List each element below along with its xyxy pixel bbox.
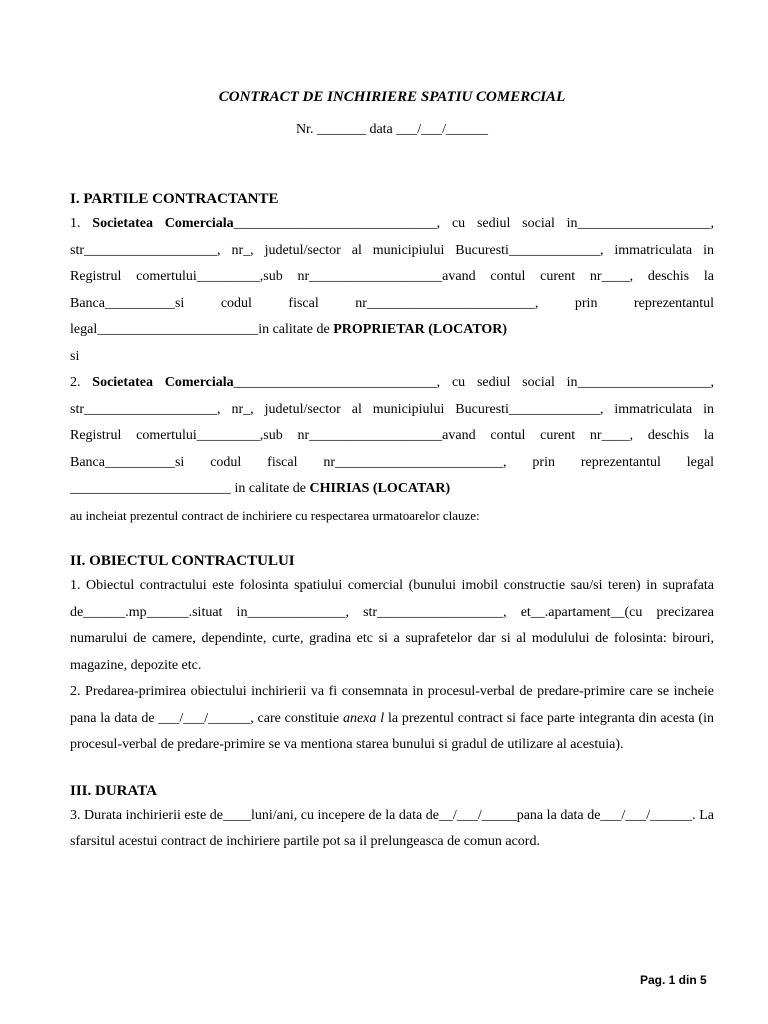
party-2-line-1: 2. Societatea Comerciala_____________________________, cu sediul social in___________________, — [70, 375, 715, 390]
section-heading-object: II. OBIECTUL CONTRACTULUI — [70, 553, 295, 569]
annex-reference: anexa l — [342, 710, 385, 726]
document-title: CONTRACT DE INCHIRIERE SPATIU COMERCIAL — [218, 89, 566, 105]
party-1-line-2: str___________________, nr_, judetul/sector al municipiului Bucuresti_____________, immatriculata in — [70, 242, 714, 258]
party-2-company-label: Societatea Comerciala — [92, 375, 234, 390]
party-2-line-5: _______________________ in calitate de CHIRIAS (LOCATAR) — [70, 481, 451, 496]
party-1-line-1: 1. Societatea Comerciala_____________________________, cu sediul social in___________________, — [70, 216, 715, 231]
party-2-block — [70, 370, 714, 503]
party-1-line-3: Registrul comertului_________,sub nr___________________avand contul curent nr____, deschis la — [70, 269, 714, 284]
conjunction-si: si — [70, 348, 80, 364]
section-heading-parties: I. PARTILE CONTRACTANTE — [70, 191, 279, 207]
page-number: Pag. 1 din 5 — [640, 973, 707, 987]
party-1-role: PROPRIETAR (LOCATOR) — [333, 322, 508, 337]
document-page — [70, 80, 714, 856]
party-1-line-4: Banca__________si codul fiscal nr________________________, prin reprezentantul — [70, 295, 714, 311]
object-paragraph-2: 2. Predarea-primirea obiectului inchirierii va fi consemnata in procesul-verbal de predare-primire care se incheie pana la data de ___/___/______, care constituie anexa l la prezentul contract si face parte integranta din acesta (in procesul-verbal de predare-primire se va mentiona starea bunului si gradul de utilizare al acestuia). — [70, 684, 714, 752]
section-heading-duration: III. DURATA — [70, 782, 157, 799]
party-2-role: CHIRIAS (LOCATAR) — [309, 481, 451, 496]
party-1-line-5: legal_______________________in calitate de PROPRIETAR (LOCATOR) — [70, 322, 508, 337]
party-2-line-2: str___________________, nr_, judetul/sector al municipiului Bucuresti_____________, immatriculata in — [70, 401, 714, 417]
party-2-line-3: Registrul comertului_________,sub nr___________________avand contul curent nr____, deschis la — [70, 428, 714, 443]
parties-closing-text: au incheiat prezentul contract de inchiriere cu respectarea urmatoarelor clauze: — [70, 507, 480, 523]
object-paragraph-1: 1. Obiectul contractului este folosinta spatiului comercial (bunului imobil constructie sau/si teren) in suprafata de______.mp______.situat in______________, str__________________, et__.apartament__(cu precizarea numarului de camere, dependinte, curte, gradina etc si a suprafetelor dar si al modulului de folosinta: birouri, magazine, depozite etc. — [70, 578, 714, 673]
party-2-line-4: Banca__________si codul fiscal nr________________________, prin reprezentantul legal — [70, 454, 714, 470]
party-1-company-label: Societatea Comerciala — [92, 216, 234, 231]
party-1-block — [70, 211, 714, 344]
contract-number-line: Nr. _______ data ___/___/______ — [295, 122, 489, 137]
duration-paragraph: 3. Durata inchirierii este de____luni/ani, cu incepere de la data de__/___/_____pana la data de___/___/______. La sfarsitul acestui contract de inchiriere partile pot sa il prelungeasca de comun acord. — [70, 807, 714, 849]
